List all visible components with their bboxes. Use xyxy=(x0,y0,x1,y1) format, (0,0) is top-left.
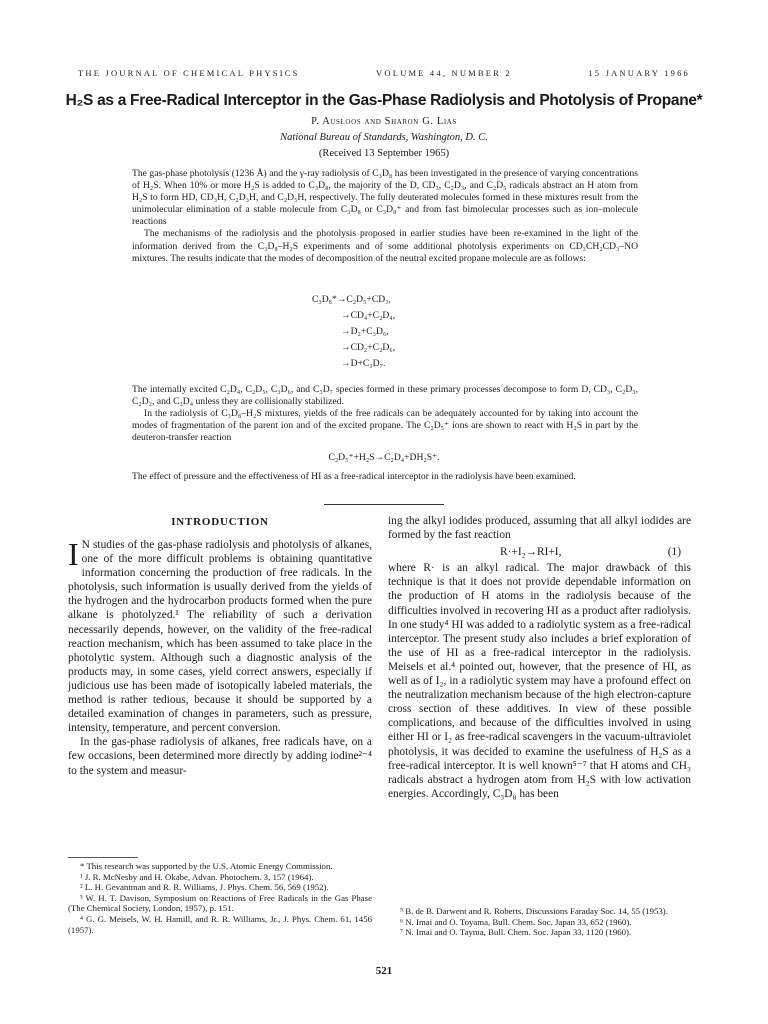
footnote: * This research was supported by the U.S. Atomic Energy Commission. xyxy=(80,861,333,871)
paper-title: H₂S as a Free-Radical Interceptor in the Gas-Phase Radiolysis and Photolysis of Propane* xyxy=(65,92,703,109)
abstract-part-1 xyxy=(132,168,638,265)
abstract-paragraph-5: The effect of pressure and the effectiveness of HI as a free-radical interceptor in the radiolysis have been examined. xyxy=(132,471,576,482)
issue-date: 15 JANUARY 1966 xyxy=(588,68,690,78)
section-divider xyxy=(324,504,444,505)
abstract-paragraph-3: The internally excited C₂D₄, C₂D₅, C₃D₆, and C₃D₇ species formed in these primary processes decompose to form D, CD₃, C₂D₃, C₂D₂, and C₃D₄ unless they are collisionally stabilized. xyxy=(132,384,638,408)
reaction-line: →CD₂+C₂D₆, xyxy=(341,342,396,353)
footnote-rule xyxy=(68,857,138,858)
footnote: ³ W. H. T. Davison, Symposium on Reactions of Free Radicals in the Gas Phase (The Chemical Society, London, 1957), p. 151. xyxy=(68,892,372,914)
received-date: (Received 13 September 1965) xyxy=(318,148,450,159)
abstract-part-3 xyxy=(132,471,638,483)
abstract-part-2 xyxy=(132,384,638,444)
equation-number: (1) xyxy=(667,546,681,559)
equation-text: R·+I₂→RI+I, xyxy=(500,546,562,559)
intro-paragraph-1 xyxy=(68,538,372,735)
footnote: ⁶ N. Imai and O. Toyama, Bull. Chem. Soc. Japan 33, 652 (1960). xyxy=(400,916,632,927)
reaction-line: →CD₄+C₂D₄, xyxy=(341,310,396,321)
abstract-paragraph-4: In the radiolysis of C₃D₈–H₂S mixtures, yields of the free radicals can be adequately accounted for by taking into account the modes of fragmentation of the parent ion and of the excited propane. The C₂D₅⁺ ions are shown to react with H₂S in part by the deuteron-transfer reaction xyxy=(132,408,638,444)
deuteron-transfer-reaction xyxy=(0,452,768,464)
footnotes-left xyxy=(68,861,372,935)
journal-name: THE JOURNAL OF CHEMICAL PHYSICS xyxy=(78,68,300,78)
page-number: 521 xyxy=(375,965,393,977)
footnote: ⁴ G. G. Meisels, W. H. Hamill, and R. R. Williams, Jr., J. Phys. Chem. 61, 1456 (1957). xyxy=(68,913,372,935)
intro-paragraph-1-text: N studies of the gas-phase radiolysis and photolysis of alkanes, one of the more difficult problems is obtaining quantitative information concerning the production of free radicals. In the photolysis, such information is usually derived from the yields of the hydrogen and the hydrocarbon products formed when the pure alkane is photolyzed.¹ The reliability of such a derivation necessarily depends, however, on the validity of the free-radical reaction mechanism, which has been assumed to take place in the photolytic system. Although such a diagnostic analysis of the products may, in some cases, yield correct answers, especially if judicious use has been made of isotopically labeled materials, the method is rather tedious, because it should be supported by a detailed examination of changes in parameters, such as pressure, intensity, temperature, and percent conversion. xyxy=(68,539,372,735)
equation-1 xyxy=(388,545,691,559)
footnote: ⁷ N. Imai and O. Tayma, Bull. Chem. Soc. Japan 33, 1120 (1960). xyxy=(400,927,632,938)
footnotes-right xyxy=(388,906,691,938)
intro-paragraph-3: ing the alkyl iodides produced, assuming that all alkyl iodides are formed by the fast reaction xyxy=(388,515,691,542)
reaction-line: C₃D₈*→C₂D₅+CD₃, xyxy=(312,294,391,305)
abstract-paragraph-1: The gas-phase photolysis (1236 Å) and the γ-ray radiolysis of C₃D₈ has been investigated in the presence of varying concentrations of H₂S. When 10% or more H₂S is added to C₃D₈, the majority of the D, CD₃, C₂D₃, and C₂D₅ radicals abstract an H atom from H₂S to form HD, CD₃H, C₂D₃H, and C₂D₅H, respectively. The fully deuterated molecules formed in these mixtures result from the unimolecular elimination of a stable molecule from C₃D₈ or C₃D₈⁺ and from fast bimolecular processes such as ion–molecule reactions xyxy=(132,168,638,228)
footnote: ¹ J. R. McNesby and H. Okabe, Advan. Photochem. 3, 157 (1964). xyxy=(80,871,314,882)
section-heading: INTRODUCTION xyxy=(171,516,269,528)
intro-paragraph-4: where R· is an alkyl radical. The major drawback of this technique is that it does not provide dependable information on the production of H atoms in the radiolysis because of the difficulties involved in recovering HI as a product after radiolysis. In one study⁴ HI was added to a radiolytic system as a free-radical interceptor. The present study also includes a brief exploration of the use of HI as a free-radical interceptor in the radiolysis. Meisels et al.⁴ pointed out, however, that the presence of HI, as well as of I₂, in a radiolytic system may have a profound effect on the neutralization mechanism because of the high electron-capture cross section of these additives. In view of these possible complications, and because of the difficulties involved in using either HI or I₂ as free-radical scavengers in the vacuum-ultraviolet photolysis, it was decided to examine the usefulness of H₂S as a free-radical interceptor. It is well known⁵⁻⁷ that H atoms and CH₃ radicals abstract a hydrogen atom from H₂S with low activation energies. Accordingly, C₃D₈ has been xyxy=(388,562,691,800)
intro-paragraph-2: In the gas-phase radiolysis of alkanes, free radicals have, on a few occasions, been determined more directly by adding iodine²⁻⁴ to the system and measur- xyxy=(68,736,372,777)
reaction-line: C₂D₅⁺+H₂S→C₂D₄+DH₂S⁺. xyxy=(328,452,440,463)
volume-number: VOLUME 44, NUMBER 2 xyxy=(376,68,512,78)
author-affiliation: National Bureau of Standards, Washington, D. C. xyxy=(280,132,488,143)
footnote: ⁵ B. de B. Darwent and R. Roberts, Discussions Faraday Soc. 14, 55 (1953). xyxy=(400,906,668,916)
running-head xyxy=(78,68,690,78)
abstract-paragraph-2: The mechanisms of the radiolysis and the photolysis proposed in earlier studies have been re-examined in the light of the information derived from the C₃D₈–H₂S experiments and of some additional photolysis experiments on CD₃CH₂CD₃–NO mixtures. The results indicate that the modes of decomposition of the neutral excited propane molecule are as follows: xyxy=(132,228,638,264)
paper-authors: P. Ausloos and Sharon G. Lias xyxy=(311,116,457,127)
reaction-line: →D+C₃D₇. xyxy=(341,358,386,369)
drop-cap: I xyxy=(68,536,79,572)
right-column xyxy=(388,514,691,801)
reaction-line: →D₂+C₃D₆, xyxy=(341,326,389,337)
footnote: ² L. H. Gevantman and R. R. Williams, J. Phys. Chem. 56, 569 (1952). xyxy=(80,882,329,893)
left-column xyxy=(68,538,372,778)
